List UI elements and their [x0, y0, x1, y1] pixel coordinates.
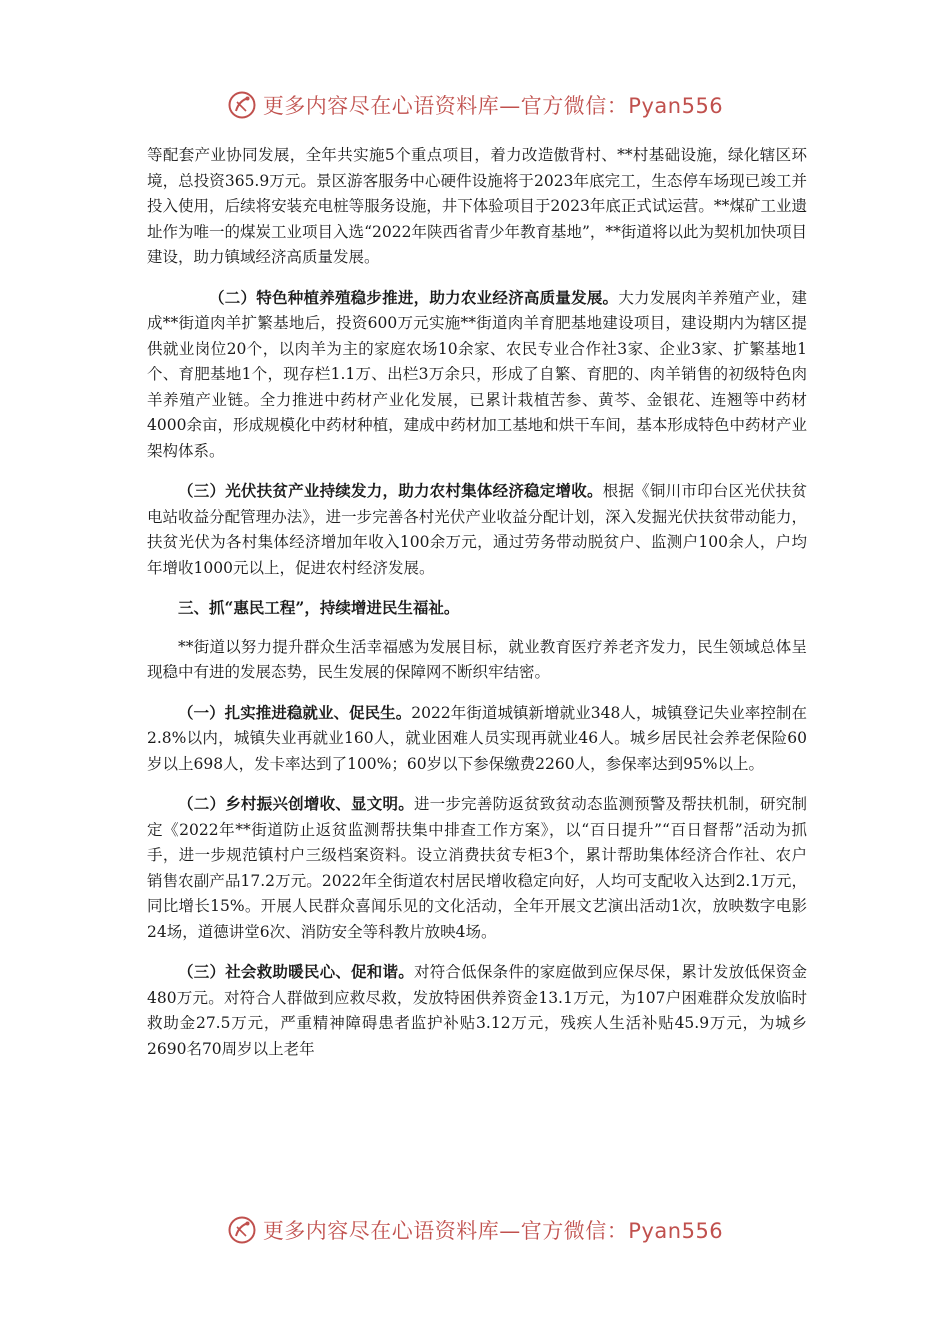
- paragraph-7-heading: （三）社会救助暖民心、促和谐。: [178, 962, 414, 981]
- paragraph-5-text: 2022年街道城镇新增就业348人，城镇登记失业率控制在2.8%以内，城镇失业再就业160人，就业困难人员实现再就业46人。城乡居民社会养老保险60岁以上698人，发卡率达到了100%；60岁以下参保缴费2260人，参保率达到95%以上。: [147, 703, 807, 773]
- paragraph-2-heading: （二）特色种植养殖稳步推进，助力农业经济高质量发展。: [209, 287, 619, 307]
- document-body: [147, 143, 807, 1076]
- paragraph-5-heading: （一）扎实推进稳就业、促民生。: [178, 702, 412, 722]
- section-heading-3: 三、抓“惠民工程”，持续增进民生福祉。: [178, 598, 460, 617]
- paragraph-6-heading: （二）乡村振兴创增收、显文明。: [178, 794, 414, 813]
- seal-logo-icon: [227, 90, 257, 120]
- header-watermark-text: 更多内容尽在心语资料库—官方微信：Pyan556: [262, 94, 724, 118]
- paragraph-7-text: 对符合低保条件的家庭做到应保尽保，累计发放低保资金480万元。对符合人群做到应救尽救，发放特困供养资金13.1万元，为107户困难群众发放临时救助金27.5万元，严重精神障碍患者监护补贴3.12万元，残疾人生活补贴45.9万元，为城乡2690名70周岁以上老年: [147, 963, 807, 1058]
- paragraph-4: **街道以努力提升群众生活幸福感为发展目标，就业教育医疗养老齐发力，民生领域总体呈现稳中有进的发展态势，民生发展的保障网不断织牢结密。: [147, 637, 807, 681]
- paragraph-7: [147, 959, 807, 1062]
- paragraph-3-heading: （三）光伏扶贫产业持续发力，助力农村集体经济稳定增收。: [178, 481, 603, 500]
- paragraph-2: [147, 285, 807, 465]
- footer-watermark-text: 更多内容尽在心语资料库—官方微信：Pyan556: [262, 1219, 724, 1243]
- paragraph-1: 等配套产业协同发展，全年共实施5个重点项目，着力改造傲背村、**村基础设施，绿化辖区环境，总投资365.9万元。景区游客服务中心硬件设施将于2023年底完工，生态停车场现已竣工并投入使用，后续将安装充电桩等服务设施，井下体验项目于2023年底正式试运营。**煤矿工业遗址作为唯一的煤炭工业项目入选“2022年陕西省青少年教育基地”，**街道将以此为契机加快项目建设，助力镇域经济高质量发展。: [147, 146, 807, 266]
- paragraph-3-text: 根据《铜川市印台区光伏扶贫电站收益分配管理办法》，进一步完善各村光伏产业收益分配计划，深入发掘光伏扶贫带动能力，扶贫光伏为各村集体经济增加年收入100余万元，通过劳务带动脱贫户、监测户100余人，户均年增收1000元以上，促进农村经济发展。: [147, 482, 807, 577]
- paragraph-6-text: 进一步完善防返贫致贫动态监测预警及帮扶机制，研究制定《2022年**街道防止返贫监测帮扶集中排查工作方案》，以“百日提升”“百日督帮”活动为抓手，进一步规范镇村户三级档案资料。设立消费扶贫专柜3个，累计帮助集体经济合作社、农户销售农副产品17.2万元。2022年全街道农村居民增收稳定向好，人均可支配收入达到2.1万元，同比增长15%。开展人民群众喜闻乐见的文化活动，全年开展文艺演出活动1次，放映数字电影24场，道德讲堂6次、消防安全等科教片放映4场。: [147, 795, 807, 941]
- paragraph-2-text: 大力发展肉羊养殖产业，建成**街道肉羊扩繁基地后，投资600万元实施**街道肉羊育肥基地建设项目，建设期内为辖区提供就业岗位20个，以肉羊为主的家庭农场10余家、农民专业合作社3家、企业3家、扩繁基地1个、育肥基地1个，现存栏1.1万、出栏3万余只，形成了自繁、育肥的、肉羊销售的初级特色肉羊养殖产业链。全力推进中药材产业化发展，已累计栽植苦参、黄芩、金银花、连翘等中药材4000余亩，形成规模化中药材种植，建成中药材加工基地和烘干车间，基本形成特色中药材产业架构体系。: [147, 288, 807, 460]
- seal-logo-icon: [227, 1215, 257, 1245]
- paragraph-5: [147, 700, 807, 778]
- header-watermark: [0, 85, 950, 125]
- paragraph-6: [147, 791, 807, 945]
- footer-watermark: [0, 1210, 950, 1250]
- paragraph-3: [147, 478, 807, 581]
